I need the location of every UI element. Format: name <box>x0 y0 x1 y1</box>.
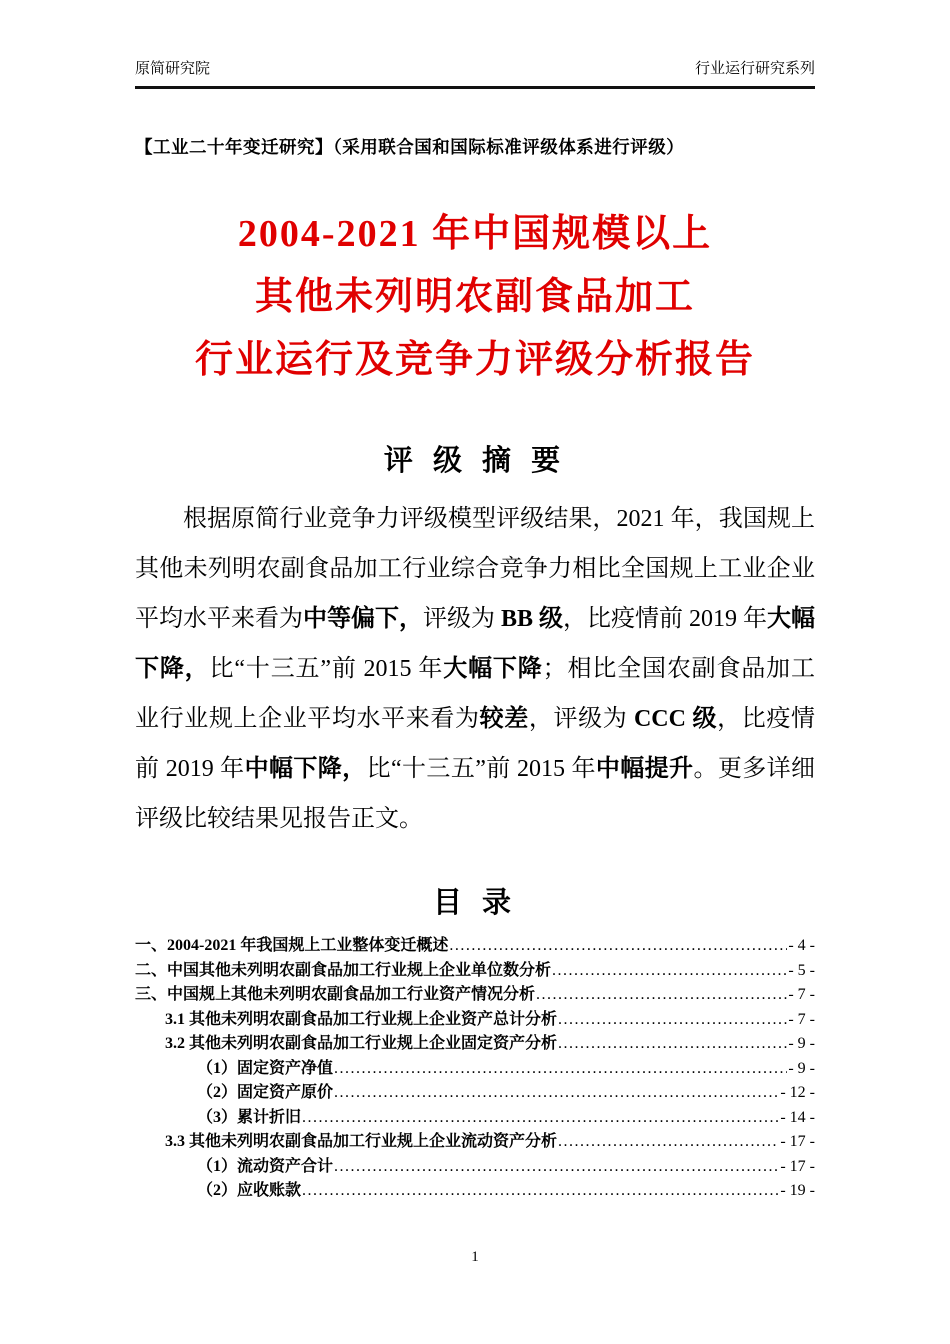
toc-leader-dots <box>334 1057 787 1082</box>
header-org-name: 原简研究院 <box>135 61 211 77</box>
page-number: 1 <box>471 1249 479 1265</box>
toc-leader-dots <box>536 983 787 1008</box>
summary-segment: 中幅下降， <box>244 756 367 782</box>
toc-entry-label: （3）累计折旧 <box>197 1108 302 1126</box>
report-title <box>0 203 950 392</box>
toc-entry-label: 3.1 其他未列明农副食品加工行业规上企业资产总计分析 <box>165 1010 558 1028</box>
summary-paragraph <box>135 494 815 844</box>
toc-entry-page: - 12 - <box>780 1084 815 1101</box>
report-series-subtitle: 【工业二十年变迁研究】（采用联合国和国际标准评级体系进行评级） <box>135 137 685 157</box>
toc-entry-label: 三、中国规上其他未列明农副食品加工行业资产情况分析 <box>135 986 536 1003</box>
toc-leader-dots <box>302 1106 779 1131</box>
toc-list <box>135 934 815 1204</box>
toc-entry <box>135 1155 815 1180</box>
toc-entry-page: - 9 - <box>788 1035 815 1052</box>
toc-leader-dots <box>449 934 787 959</box>
summary-segment: 评级为 <box>423 606 501 632</box>
toc-leader-dots <box>334 1081 779 1106</box>
toc-entry-label: 3.3 其他未列明农副食品加工行业规上企业流动资产分析 <box>165 1133 558 1150</box>
summary-segment: CCC 级 <box>633 706 718 732</box>
summary-segment: ，比疫情前 2019 年 <box>135 706 816 782</box>
toc-leader-dots <box>558 1032 787 1057</box>
summary-segment: 根据原简行业竞争力评级模型评级结果，2021 年，我国规上其他未列明农副食品加工行业综合竞争力相比全国规上工业企业平均水平来看为 <box>135 506 815 632</box>
toc-entry-page: - 4 - <box>788 937 815 954</box>
summary-segment: 大幅下降， <box>135 606 816 682</box>
summary-heading: 评 级 摘 要 <box>383 445 567 477</box>
toc-entry-page: - 7 - <box>788 986 815 1003</box>
toc-entry-page: - 9 - <box>788 1059 815 1077</box>
summary-segment: ；相比全国农副食品加工业行业规上企业平均水平来看为 <box>135 656 816 732</box>
toc-leader-dots <box>552 959 787 984</box>
toc-entry <box>135 1057 815 1082</box>
toc-entry <box>135 1081 815 1106</box>
toc-entry <box>135 934 815 959</box>
toc-entry <box>135 983 815 1008</box>
toc-entry-page: - 14 - <box>780 1108 815 1126</box>
toc-entry-label: （2）应收账款 <box>197 1182 302 1199</box>
toc-entry <box>135 1032 815 1057</box>
toc-leader-dots <box>334 1155 779 1180</box>
toc-entry-page: - 17 - <box>780 1133 815 1150</box>
toc-entry-label: （1）固定资产净值 <box>197 1059 334 1077</box>
toc-entry-page: - 5 - <box>788 961 815 979</box>
toc-entry <box>135 959 815 984</box>
toc-heading: 目 录 <box>432 887 518 919</box>
toc-entry-label: 一、2004-2021 年我国规上工业整体变迁概述 <box>135 937 449 954</box>
report-title-line-1: 2004-2021 年中国规模以上 <box>237 213 713 255</box>
toc-entry <box>135 1008 815 1033</box>
toc-entry-label: 二、中国其他未列明农副食品加工行业规上企业单位数分析 <box>135 961 552 979</box>
summary-segment: 比“十三五”前 2015 年 <box>209 656 444 682</box>
report-title-line-2: 其他未列明农副食品加工 <box>254 276 695 318</box>
toc-entry-page: - 7 - <box>788 1010 815 1028</box>
report-title-line-3: 行业运行及竞争力评级分析报告 <box>194 339 755 381</box>
toc-entry-page: - 17 - <box>780 1157 815 1175</box>
toc-leader-dots <box>302 1179 779 1204</box>
summary-segment: ，比疫情前 2019 年 <box>563 606 768 632</box>
toc-entry-page: - 19 - <box>780 1182 815 1199</box>
page-header <box>135 0 815 89</box>
toc-entry-label: （1）流动资产合计 <box>197 1157 334 1175</box>
summary-segment: 较差 <box>479 706 529 732</box>
toc-entry <box>135 1130 815 1155</box>
summary-segment: BB 级 <box>501 606 564 632</box>
summary-segment: 中等偏下， <box>303 606 423 632</box>
toc-leader-dots <box>558 1130 779 1155</box>
toc-entry <box>135 1179 815 1204</box>
summary-segment: 中幅提升 <box>595 756 694 782</box>
toc-entry-label: 3.2 其他未列明农副食品加工行业规上企业固定资产分析 <box>165 1035 558 1052</box>
summary-segment: 比“十三五”前 2015 年 <box>366 756 596 782</box>
toc-entry <box>135 1106 815 1131</box>
toc-entry-label: （2）固定资产原价 <box>197 1084 334 1101</box>
header-series-name: 行业运行研究系列 <box>694 61 815 77</box>
summary-segment: 大幅下降 <box>443 656 543 682</box>
summary-segment: ，评级为 <box>528 706 634 732</box>
summary-segment: 。更多详细评级比较结果见报告正文。 <box>135 756 816 832</box>
toc-leader-dots <box>558 1008 787 1033</box>
